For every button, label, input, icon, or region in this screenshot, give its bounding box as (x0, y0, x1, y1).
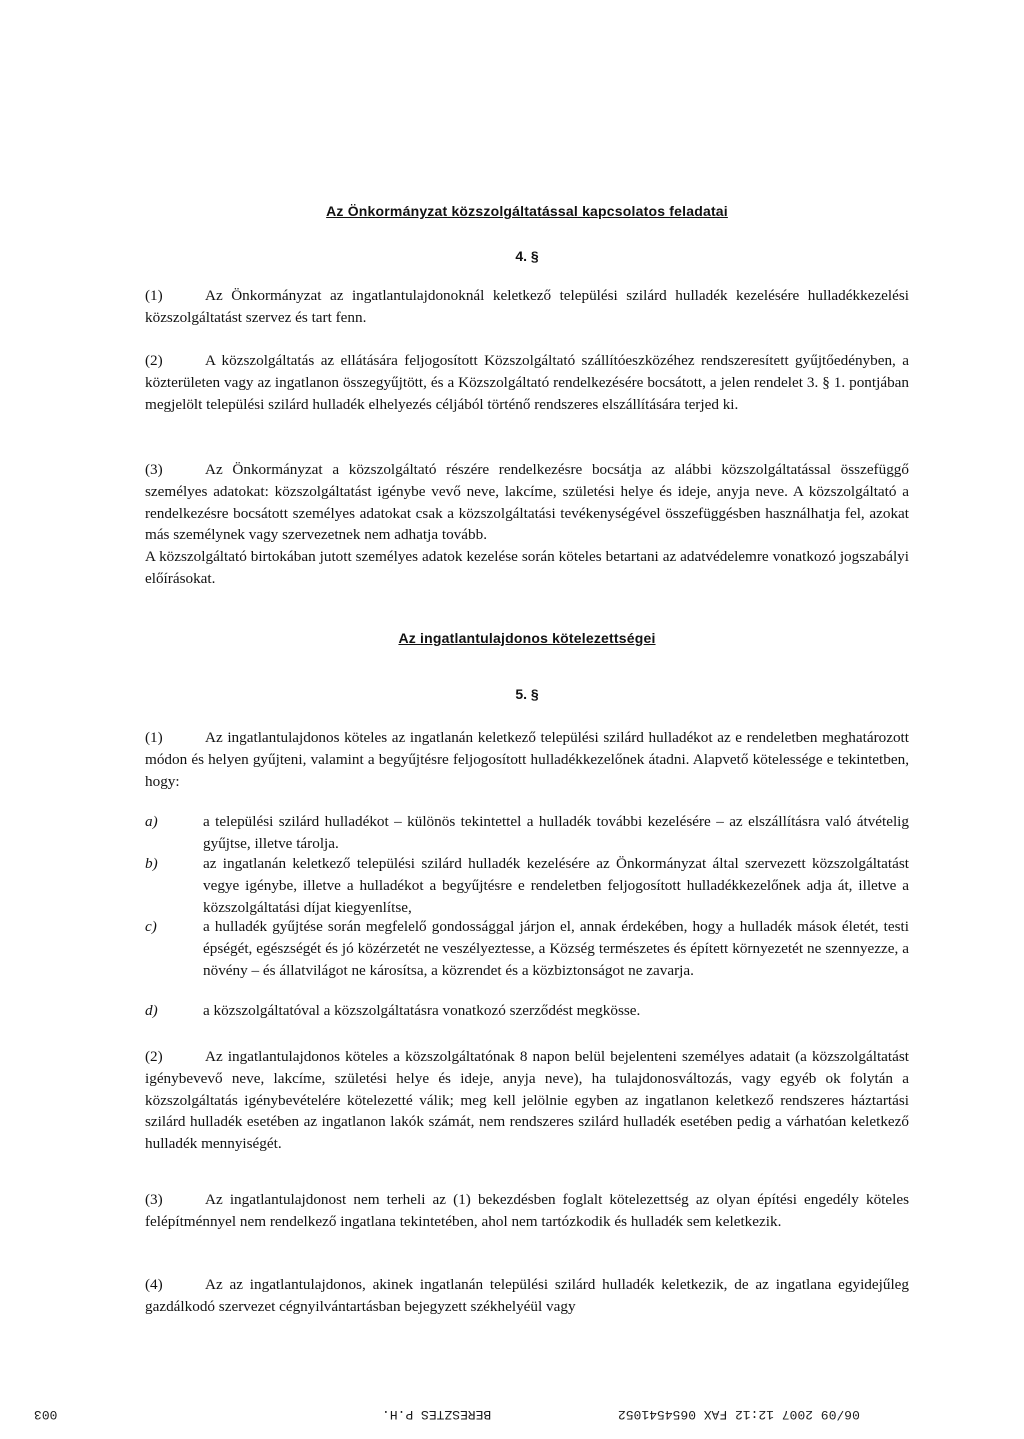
paragraph-4-3-text-2: A közszolgáltató birtokában jutott személyes adatok kezelése során köteles betartani az adatvédelemre vonatkozó jogszabályi előírásokat. (145, 548, 909, 587)
paragraph-number-4: 4. § (515, 248, 539, 264)
paragraph-5-1-number: (1) (145, 729, 163, 746)
paragraph-5-4-text: Az az ingatlantulajdonos, akinek ingatlanán települési szilárd hulladék keletkezik, de az ingatlana egyidejűleg gazdálkodó szervezet cégnyilvántartásban bejegyzett székhelyéül vagy (145, 1276, 909, 1315)
list-item-d-letter: d) (145, 1002, 158, 1019)
list-item-a-letter: a) (145, 813, 158, 830)
paragraph-5-1 (145, 727, 909, 792)
list-item-a (145, 811, 909, 855)
list-item-b-letter: b) (145, 855, 158, 872)
document-page (145, 0, 909, 1439)
fax-page-number: 003 (34, 1407, 58, 1422)
fax-sender: BERESZTES P.H. (382, 1407, 492, 1422)
list-item-b-text: az ingatlanán keletkező települési szilárd hulladék kezelésére az Önkormányzat által szervezett közszolgáltatást vegye igénybe, illetve a hulladékot a begyűjtésre e rendeletben feljogosított hulladékkezelőnek adja át, illetve a közszolgáltatási díjat kiegyenlítse, (203, 855, 909, 916)
section-heading-1: Az Önkormányzat közszolgáltatással kapcsolatos feladatai (326, 203, 728, 219)
paragraph-4-2 (145, 350, 909, 415)
list-item-c-letter: c) (145, 918, 157, 935)
section-heading-2: Az ingatlantulajdonos kötelezettségei (398, 630, 656, 646)
paragraph-5-2-number: (2) (145, 1048, 163, 1065)
paragraph-5-3-text: Az ingatlantulajdonost nem terheli az (1) bekezdésben foglalt kötelezettség az olyan építési engedély köteles felépítménnyel nem rendelkező ingatlana tekintetében, ahol nem tartózkodik és hulladék sem keletkezik. (145, 1191, 909, 1230)
list-item-b (145, 853, 909, 918)
fax-timestamp: 06/09 2007 12:12 FAX 0654541052 (618, 1407, 860, 1422)
paragraph-5-3-number: (3) (145, 1191, 163, 1208)
paragraph-4-1-text: Az Önkormányzat az ingatlantulajdonoknál keletkező települési szilárd hulladék kezelésére hulladékkezelési közszolgáltatást szervez és tart fenn. (145, 287, 909, 326)
paragraph-5-4 (145, 1274, 909, 1318)
paragraph-4-1 (145, 285, 909, 329)
paragraph-5-1-text: Az ingatlantulajdonos köteles az ingatlanán keletkező települési szilárd hulladékot az e rendeletben meghatározott módon és helyen gyűjteni, valamint a begyűjtésre feljogosított hulladékkezelőnek átadni. Alapvető kötelessége e tekintetben, hogy: (145, 729, 909, 790)
paragraph-4-1-number: (1) (145, 287, 163, 304)
paragraph-5-3 (145, 1189, 909, 1233)
paragraph-5-2-text: Az ingatlantulajdonos köteles a közszolgáltatónak 8 napon belül bejelenteni személyes adatait (a közszolgáltatást igénybevevő neve, lakcíme, születési helye és ideje, anyja neve), ha tulajdonosváltozás, vagy egyéb ok folytán a közszolgáltatás igénybevételére kötelezetté válik; meg kell jelölnie egyben az ingatlanon keletkező rendszeres háztartási szilárd hulladék esetében az ingatlanon lakók számát, nem rendszeres szilárd hulladék esetében pedig a várhatóan keletkező hulladék mennyiségét. (145, 1048, 909, 1153)
list-item-a-text: a települési szilárd hulladékot – különös tekintettel a hulladék további kezelésére – az elszállításra való átvételig gyűjtse, illetve tárolja. (203, 813, 909, 852)
paragraph-number-5: 5. § (515, 686, 539, 702)
paragraph-4-3 (145, 459, 909, 590)
paragraph-5-2 (145, 1046, 909, 1155)
paragraph-4-3-text: Az Önkormányzat a közszolgáltató részére rendelkezésre bocsátja az alábbi közszolgáltatással összefüggő személyes adatokat: közszolgáltatást igénybe vevő neve, lakcíme, születési helye és ideje, anyja neve. A közszolgáltató a rendelkezésre bocsátott személyes adatokat csak a közszolgáltatási tevékenységével összefüggésben használhatja fel, azokat más személynek vagy szervezetnek nem adhatja tovább. (145, 461, 909, 544)
list-item-d-text: a közszolgáltatóval a közszolgáltatásra vonatkozó szerződést megkösse. (203, 1002, 641, 1019)
list-item-c (145, 916, 909, 981)
fax-header (0, 1407, 1024, 1431)
paragraph-5-4-number: (4) (145, 1276, 163, 1293)
list-item-c-text: a hulladék gyűjtése során megfelelő gondossággal járjon el, annak érdekében, hogy a hulladék mások életét, testi épségét, egészségét és jó közérzetét ne veszélyeztesse, a Község természetes és épített környezetét ne szennyezze, a növény – és állatvilágot ne károsítsa, a közrendet és a közbiztonságot ne zavarja. (203, 918, 909, 979)
paragraph-4-3-number: (3) (145, 461, 163, 478)
paragraph-4-2-number: (2) (145, 352, 163, 369)
list-item-d (145, 1000, 909, 1022)
paragraph-4-2-text: A közszolgáltatás az ellátására feljogosított Közszolgáltató szállítóeszközéhez rendszeresített gyűjtőedényben, a közterületen vagy az ingatlanon összegyűjtött, és a Közszolgáltató rendelkezésére bocsátott, a jelen rendelet 3. § 1. pontjában megjelölt települési szilárd hulladék elhelyezés céljából történő rendszeres elszállítására terjed ki. (145, 352, 909, 413)
